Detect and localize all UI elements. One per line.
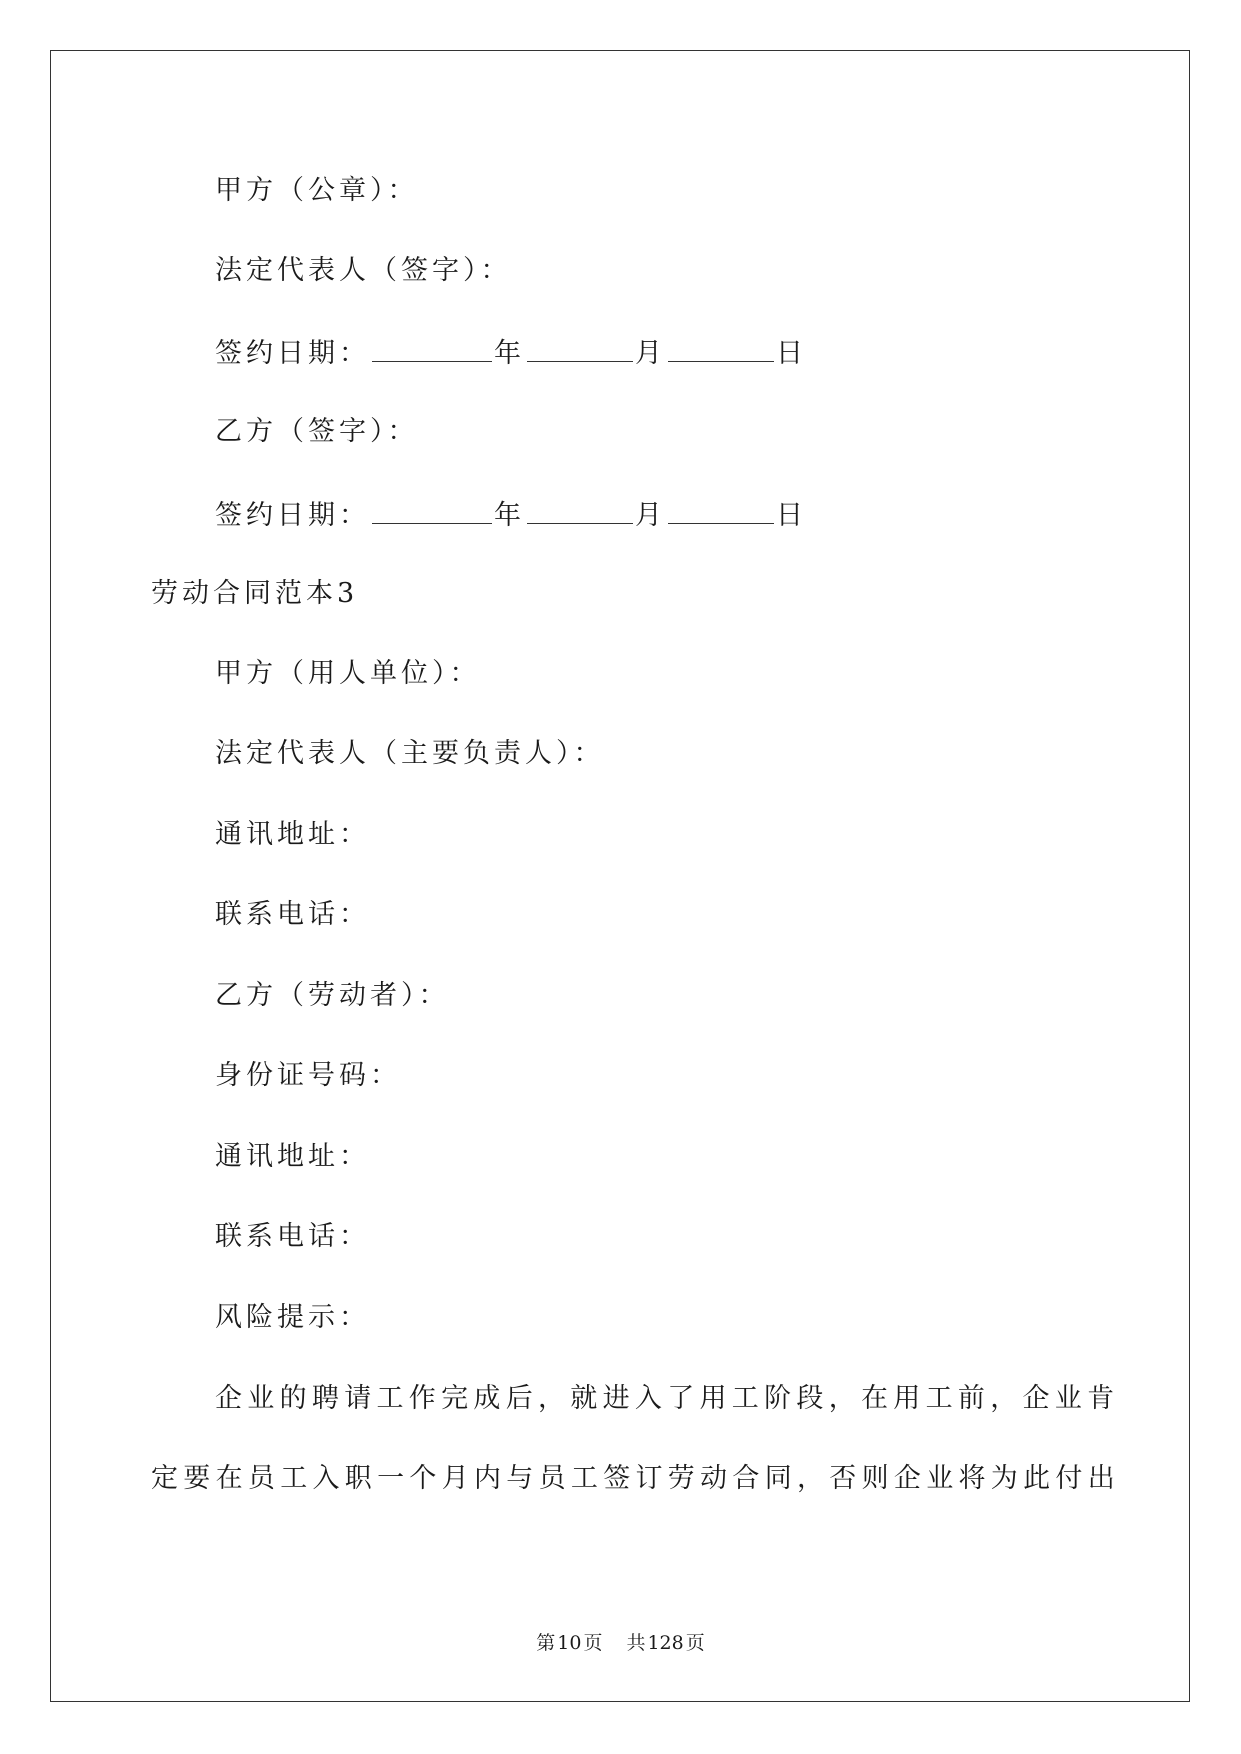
- year-label: 年: [494, 338, 525, 369]
- party-b-address-line: 通讯地址：: [215, 1141, 370, 1172]
- party-a-employer-line: 甲方（用人单位）：: [215, 658, 481, 689]
- party-a-seal-line: 甲方（公章）：: [215, 175, 419, 206]
- month-label: 月: [635, 500, 666, 531]
- party-b-id-line: 身份证号码：: [215, 1060, 401, 1091]
- month-label: 月: [635, 338, 666, 369]
- footer-page-suffix: 页: [583, 1632, 603, 1654]
- party-a-phone-line: 联系电话：: [215, 899, 370, 930]
- day-blank: [668, 337, 774, 362]
- month-blank: [527, 337, 633, 362]
- section-title: 劳动合同范本3: [151, 578, 359, 609]
- page-footer: [0, 1628, 1241, 1655]
- day-blank: [668, 499, 774, 524]
- party-b-worker-line: 乙方（劳动者）：: [215, 980, 450, 1011]
- footer-total-prefix: 共: [626, 1632, 646, 1654]
- party-a-address-line: 通讯地址：: [215, 819, 370, 850]
- day-label: 日: [776, 500, 807, 531]
- risk-paragraph-line-2: 定要在员工入职一个月内与员工签订劳动合同，否则企业将为此付出: [151, 1463, 1120, 1494]
- risk-label: 风险提示：: [215, 1302, 370, 1333]
- day-label: 日: [776, 338, 807, 369]
- footer-prefix: 第: [536, 1632, 556, 1654]
- party-b-date-line: [215, 499, 807, 529]
- total-pages: 128: [647, 1632, 684, 1654]
- party-a-legal-rep-line: 法定代表人（主要负责人）：: [215, 738, 605, 769]
- date-label: 签约日期：: [215, 500, 370, 531]
- page-frame: [50, 50, 1190, 1702]
- date-label: 签约日期：: [215, 338, 370, 369]
- risk-paragraph-line-1: 企业的聘请工作完成后，就进入了用工阶段，在用工前，企业肯: [215, 1383, 1120, 1414]
- page-number: 10: [557, 1632, 582, 1654]
- year-blank: [372, 337, 492, 362]
- year-blank: [372, 499, 492, 524]
- party-a-date-line: [215, 337, 807, 367]
- footer-total-suffix: 页: [685, 1632, 705, 1654]
- month-blank: [527, 499, 633, 524]
- party-a-rep-line: 法定代表人（签字）：: [215, 255, 512, 286]
- party-b-phone-line: 联系电话：: [215, 1221, 370, 1252]
- year-label: 年: [494, 500, 525, 531]
- party-b-sign-line: 乙方（签字）：: [215, 416, 419, 447]
